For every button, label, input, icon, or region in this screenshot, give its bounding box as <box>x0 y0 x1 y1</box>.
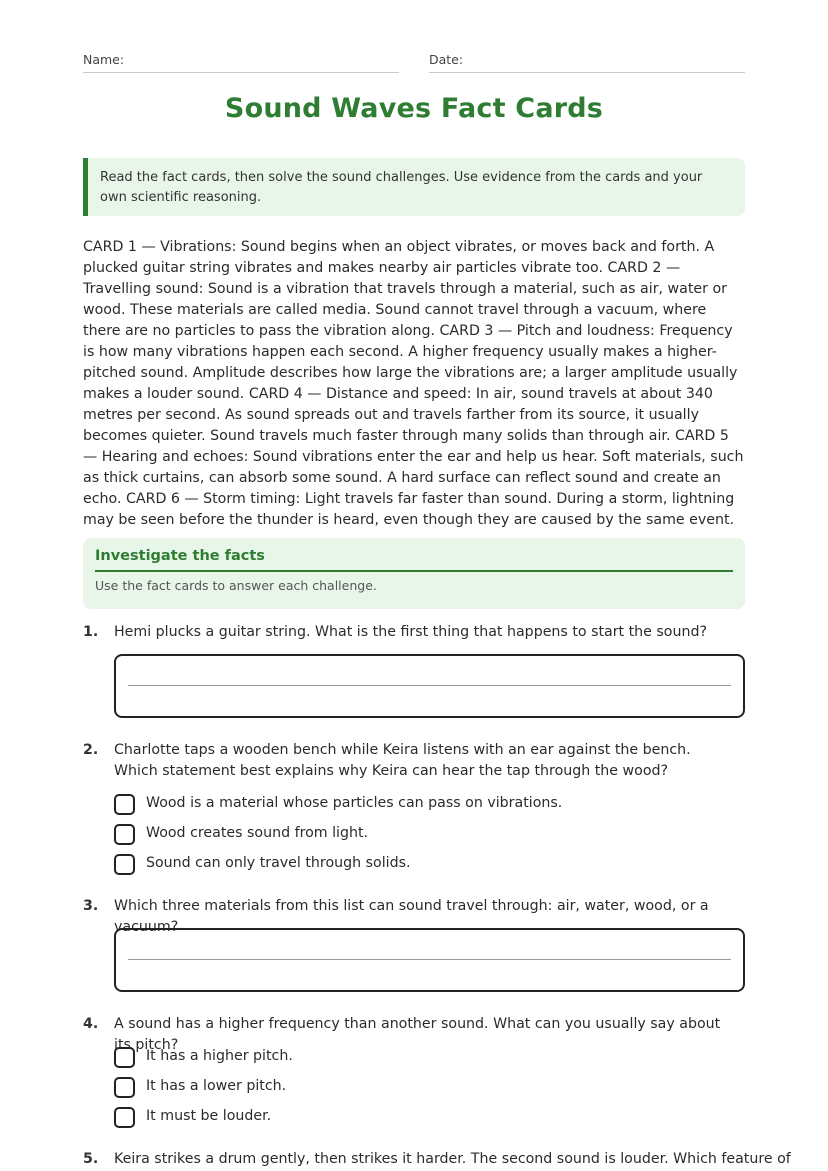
question-number: 4. <box>83 1016 99 1032</box>
section-header <box>83 538 745 609</box>
answer-box-3[interactable] <box>114 928 745 992</box>
checkbox[interactable] <box>114 794 135 815</box>
fact-cards-text: CARD 1 — Vibrations: Sound begins when an object vibrates, or moves back and forth. A plucked guitar string vibrates and makes nearby air particles vibrate too. CARD 2 — Travelling sound: Sound is a vibration that travels through a material, such as air, water or wood. These materials are called media. Sound cannot travel through a vacuum, where there are no particles to pass the vibration along. CARD 3 — Pitch and loudness: Frequency is how many vibrations happen each second. A higher frequency usually makes a higher-pitched sound. Amplitude describes how large the vibrations are; a larger amplitude usually makes a louder sound. CARD 4 — Distance and speed: In air, sound travels at about 340 metres per second. As sound spreads out and travels farther from its source, it usually becomes quieter. Sound travels much faster through many solids than through air. CARD 5 — Hearing and echoes: Sound vibrations enter the ear and help us hear. Soft materials, such as thick curtains, can absorb some sound. A hard surface can reflect sound and create an echo. CARD 6 — Storm timing: Light travels far faster than sound. During a storm, lightning may be seen before the thunder is heard, even though they are caused by the same event. <box>83 239 744 528</box>
answer-line <box>128 959 731 960</box>
question-number: 5. <box>83 1151 99 1167</box>
answer-line <box>128 685 731 686</box>
option-label: Wood is a material whose particles can pass on vibrations. <box>146 795 563 811</box>
question-text: A sound has a higher frequency than another sound. What can you usually say about its pitch? <box>114 1016 721 1053</box>
option-label: Wood creates sound from light. <box>146 825 369 841</box>
checkbox[interactable] <box>114 1047 135 1068</box>
question-number: 2. <box>83 742 99 758</box>
name-date-row <box>83 52 745 74</box>
question-text: Which three materials from this list can sound travel through: air, water, wood, or a vacuum? <box>114 898 709 935</box>
question-number: 1. <box>83 624 99 640</box>
date-field[interactable] <box>429 52 745 73</box>
question-text: Hemi plucks a guitar string. What is the first thing that happens to start the sound? <box>114 624 708 640</box>
name-label: Name: <box>83 52 125 67</box>
section-title: Investigate the facts <box>95 548 733 572</box>
instructions-callout: Read the fact cards, then solve the sound challenges. Use evidence from the cards and your own scientific reasoning. <box>83 158 745 216</box>
option-label: It must be louder. <box>146 1108 272 1124</box>
question-number: 3. <box>83 898 99 914</box>
option-label: It has a lower pitch. <box>146 1078 287 1094</box>
name-field[interactable] <box>83 52 399 73</box>
page-title: Sound Waves Fact Cards <box>224 93 604 124</box>
option-label: It has a higher pitch. <box>146 1048 293 1064</box>
checkbox[interactable] <box>114 1077 135 1098</box>
option-label: Sound can only travel through solids. <box>146 855 411 871</box>
question-text: Keira strikes a drum gently, then strikes it harder. The second sound is louder. Which feature of <box>114 1151 791 1167</box>
section-subtitle: Use the fact cards to answer each challenge. <box>95 578 377 593</box>
checkbox[interactable] <box>114 1107 135 1128</box>
checkbox[interactable] <box>114 854 135 875</box>
answer-box-1[interactable] <box>114 654 745 718</box>
question-text: Charlotte taps a wooden bench while Keira listens with an ear against the bench. Which statement best explains why Keira can hear the tap through the wood? <box>114 742 691 779</box>
date-label: Date: <box>429 52 464 67</box>
checkbox[interactable] <box>114 824 135 845</box>
